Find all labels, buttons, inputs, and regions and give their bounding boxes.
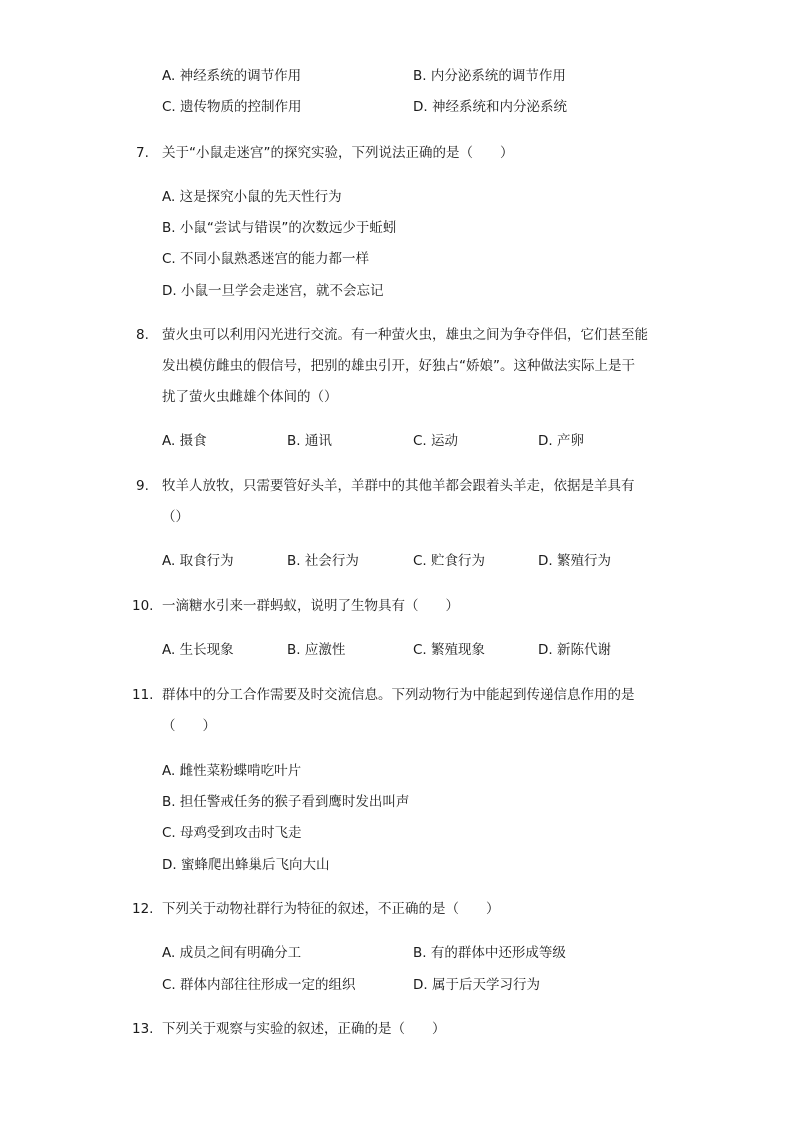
q7-option-b: B. 小鼠“尝试与错误”的次数远少于蚯蚓: [162, 220, 397, 236]
q11-option-a: A. 雌性菜粉蝶啃吃叶片: [162, 763, 302, 779]
q8-option-c: C. 运动: [413, 433, 459, 449]
q10-option-b: B. 应激性: [287, 642, 346, 658]
q9-option-a: A. 取食行为: [162, 553, 234, 569]
q9-option-d: D. 繁殖行为: [538, 553, 611, 569]
q8-option-b: B. 通讯: [287, 433, 332, 449]
q7-option-a: A. 这是探究小鼠的先天性行为: [162, 189, 342, 205]
q9-option-c: C. 贮食行为: [413, 553, 486, 569]
q6-option-a: A. 神经系统的调节作用: [162, 68, 302, 84]
q10-stem: 一滴糖水引来一群蚂蚁，说明了生物具有（ ）: [162, 598, 459, 614]
q8-stem-line-2: 发出模仿雌虫的假信号，把别的雄虫引开，好独占“娇娘”。这种做法实际上是干: [162, 358, 635, 374]
q8-option-a: A. 摄食: [162, 433, 207, 449]
q11-number: 11.: [132, 687, 154, 703]
q8-option-d: D. 产卵: [538, 433, 584, 449]
q7-number: 7.: [136, 145, 149, 161]
q12-option-c: C. 群体内部往往形成一定的组织: [162, 977, 356, 993]
q6-option-b: B. 内分泌系统的调节作用: [413, 68, 566, 84]
q8-stem-line-1: 萤火虫可以利用闪光进行交流。有一种萤火虫，雄虫之间为争夺伴侣，它们甚至能: [162, 327, 648, 343]
q9-stem-line-1: 牧羊人放牧，只需要管好头羊，羊群中的其他羊都会跟着头羊走，依据是羊具有: [162, 478, 635, 494]
q13-stem: 下列关于观察与实验的叙述，正确的是（ ）: [162, 1021, 446, 1037]
q12-stem: 下列关于动物社群行为特征的叙述，不正确的是（ ）: [162, 901, 500, 917]
q11-option-d: D. 蜜蜂爬出蜂巢后飞向大山: [162, 857, 330, 873]
q10-option-a: A. 生长现象: [162, 642, 234, 658]
q11-option-b: B. 担任警戒任务的猴子看到鹰时发出叫声: [162, 794, 410, 810]
q12-option-a: A. 成员之间有明确分工: [162, 945, 302, 961]
q9-option-b: B. 社会行为: [287, 553, 359, 569]
q8-number: 8.: [136, 327, 149, 343]
q7-option-c: C. 不同小鼠熟悉迷宫的能力都一样: [162, 251, 370, 267]
q6-option-c: C. 遗传物质的控制作用: [162, 99, 302, 115]
q6-option-d: D. 神经系统和内分泌系统: [413, 99, 567, 115]
q8-stem-line-3: 扰了萤火虫雌雄个体间的（）: [162, 389, 338, 405]
q12-option-d: D. 属于后天学习行为: [413, 977, 540, 993]
q10-option-d: D. 新陈代谢: [538, 642, 611, 658]
q11-option-c: C. 母鸡受到攻击时飞走: [162, 825, 302, 841]
q12-option-b: B. 有的群体中还形成等级: [413, 945, 566, 961]
q7-stem: 关于“小鼠走迷宫”的探究实验，下列说法正确的是（ ）: [162, 145, 514, 161]
q7-option-d: D. 小鼠一旦学会走迷宫，就不会忘记: [162, 283, 384, 299]
q10-number: 10.: [132, 598, 154, 614]
q9-stem-line-2: （）: [162, 509, 189, 525]
q11-stem-line-2: （ ）: [162, 718, 216, 734]
q9-number: 9.: [136, 478, 149, 494]
q10-option-c: C. 繁殖现象: [413, 642, 486, 658]
q12-number: 12.: [132, 901, 154, 917]
q13-number: 13.: [132, 1021, 154, 1037]
q11-stem-line-1: 群体中的分工合作需要及时交流信息。下列动物行为中能起到传递信息作用的是: [162, 687, 635, 703]
